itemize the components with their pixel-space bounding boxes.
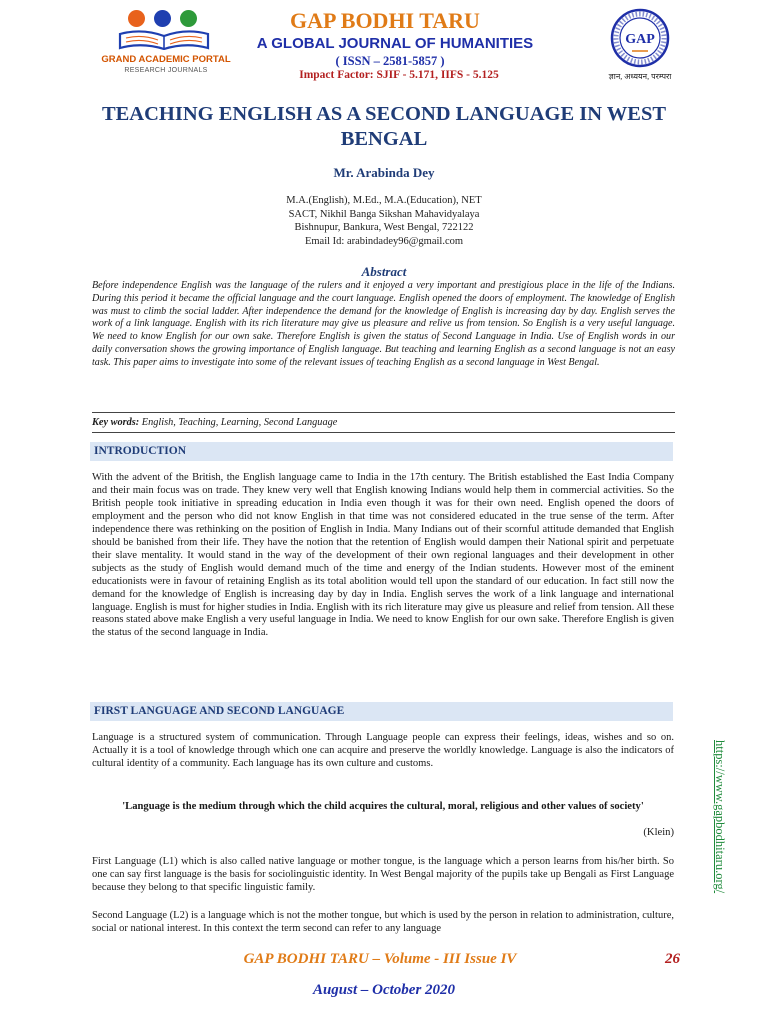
footer-journal-volume: GAP BODHI TARU – Volume - III Issue IV <box>243 951 517 967</box>
logo-name: GRAND ACADEMIC PORTAL <box>101 54 231 65</box>
affiliation-line: M.A.(English), M.Ed., M.A.(Education), NET <box>286 195 482 206</box>
author-name: Mr. Arabinda Dey <box>333 165 435 180</box>
journal-subtitle: A GLOBAL JOURNAL OF HUMANITIES <box>256 35 534 52</box>
paper-title: TEACHING ENGLISH AS A SECOND LANGUAGE IN WEST BENGAL <box>101 103 667 150</box>
introduction-text: With the advent of the British, the English language came to India in the 17th century. The British established the East India Company and their main focus was on trade. They knew very well that English knowing Indians would help them in commercial activities. So the British people took initiative in spreading education in India even though it was for their own need. English opened the doors of employment and the person who did not know English in that time was not considered educated in the true sense of the term. After independence there was rethinking on the position of English in India. Many Indians out of their scornful attitude demanded that English should be banished from their life. They have the notion that the retention of English would dampen their National spirit and perpetuate their slave mentality. It would stand in the way of the development of their own regional languages and their development in other subjects as the study of English would demand much of the time and energy of the Indian students. However most of the eminent educationists were in favour of retaining English as its total abolition would tell upon the standard of our education. In fact still now the demand for the knowledge of English is increasing day by day in India. English serves the work of a link language and international language. English is must for higher studies in India. English with its rich literature may give us pleasure and relief from tension. All these reasons stated above make English a very useful language in India. We need to know English for our own sake. Therefore English is given the status of the second language in India. <box>92 472 674 639</box>
author-email: Email Id: arabindadey96@gmail.com <box>304 235 464 247</box>
abstract-text: Before independence English was the language of the rulers and it enjoyed a very important and prestigious place in the life of the Indians. During this period it became the official language and the court language. English opened the doors of employment. The knowledge of English was must to climb the social ladder. After independence the demand for the knowledge of English is increasing day by day. English serves the work of a link language. English with its rich literature may give us pleasure and relive us from tension. So English is a very useful language. We need to know English for our own sake. Therefore English is given the status of Second Language in India. Use of English words in our daily conversation shows the growing importance of English language. But teaching and learning English as a second language is not an easy task. This paper aims to investigate into some of the relevant issues of teaching English as a second language in West Bengal. <box>92 280 675 368</box>
abstract-heading: Abstract <box>361 264 407 279</box>
website-link[interactable]: https://www.gapbodhitaru.org/ <box>713 740 727 894</box>
affiliation-line: Bishnupur, Bankura, West Bengal, 722122 <box>294 222 474 233</box>
journal-title: GAP BODHI TARU <box>290 8 480 33</box>
keywords-list: English, Teaching, Learning, Second Language <box>141 417 338 428</box>
journal-seal-icon <box>610 8 670 68</box>
keywords-label: Key words: <box>92 417 140 428</box>
quote: 'Language is the medium through which the child acquires the cultural, moral, religious and other values of society' <box>122 801 644 812</box>
affiliation-line: SACT, Nikhil Banga Sikshan Mahavidyalaya <box>288 208 480 220</box>
logo-dot-blue <box>154 10 171 27</box>
quote-source: (Klein) <box>643 827 674 838</box>
language-definition-text: Language is a structured system of communication. Through Language people can express their feelings, ideas, wishes and so on. Actually it is a tool of knowledge through which one can acquire and preserve the worldly knowledge. Language is also the indicators of cultural identity of a community. Each language has its own culture and customs. <box>92 732 674 769</box>
divider <box>92 432 675 433</box>
second-language-text: Second Language (L2) is a language which is not the mother tongue, but which is used by the person in relation to administration, culture, social or national interest. In this context the term second can refer to any language <box>92 910 674 934</box>
footer-date: August – October 2020 <box>312 982 456 998</box>
logo-subtitle: RESEARCH JOURNALS <box>124 67 208 74</box>
logo-dot-orange <box>128 10 145 27</box>
seal-caption: ज्ञान, अध्ययन, परम्परा <box>608 72 672 81</box>
publisher-logo <box>96 10 236 80</box>
section-heading-introduction: INTRODUCTION <box>90 442 673 461</box>
side-url-link[interactable] <box>713 740 727 930</box>
issn: ( ISSN – 2581-5857 ) <box>335 54 445 68</box>
keywords <box>92 417 675 428</box>
open-book-icon <box>118 28 210 50</box>
logo-dot-green <box>180 10 197 27</box>
first-language-text: First Language (L1) which is also called native language or mother tongue, is the language which a person learns from his/her birth. So one can say first language is the basis for sociolinguistic identity. In West Bengal majority of the pupils take up Bengali as First Language because they belong to that specific linguistic family. <box>92 856 674 893</box>
impact-factor: Impact Factor: SJIF - 5.171, IIFS - 5.125 <box>299 69 499 81</box>
section-heading-first-second-language: FIRST LANGUAGE AND SECOND LANGUAGE <box>90 702 673 721</box>
divider <box>92 412 675 413</box>
page-number: 26 <box>665 951 680 967</box>
svg-text:GAP: GAP <box>625 32 655 47</box>
author-affiliation <box>200 194 568 248</box>
